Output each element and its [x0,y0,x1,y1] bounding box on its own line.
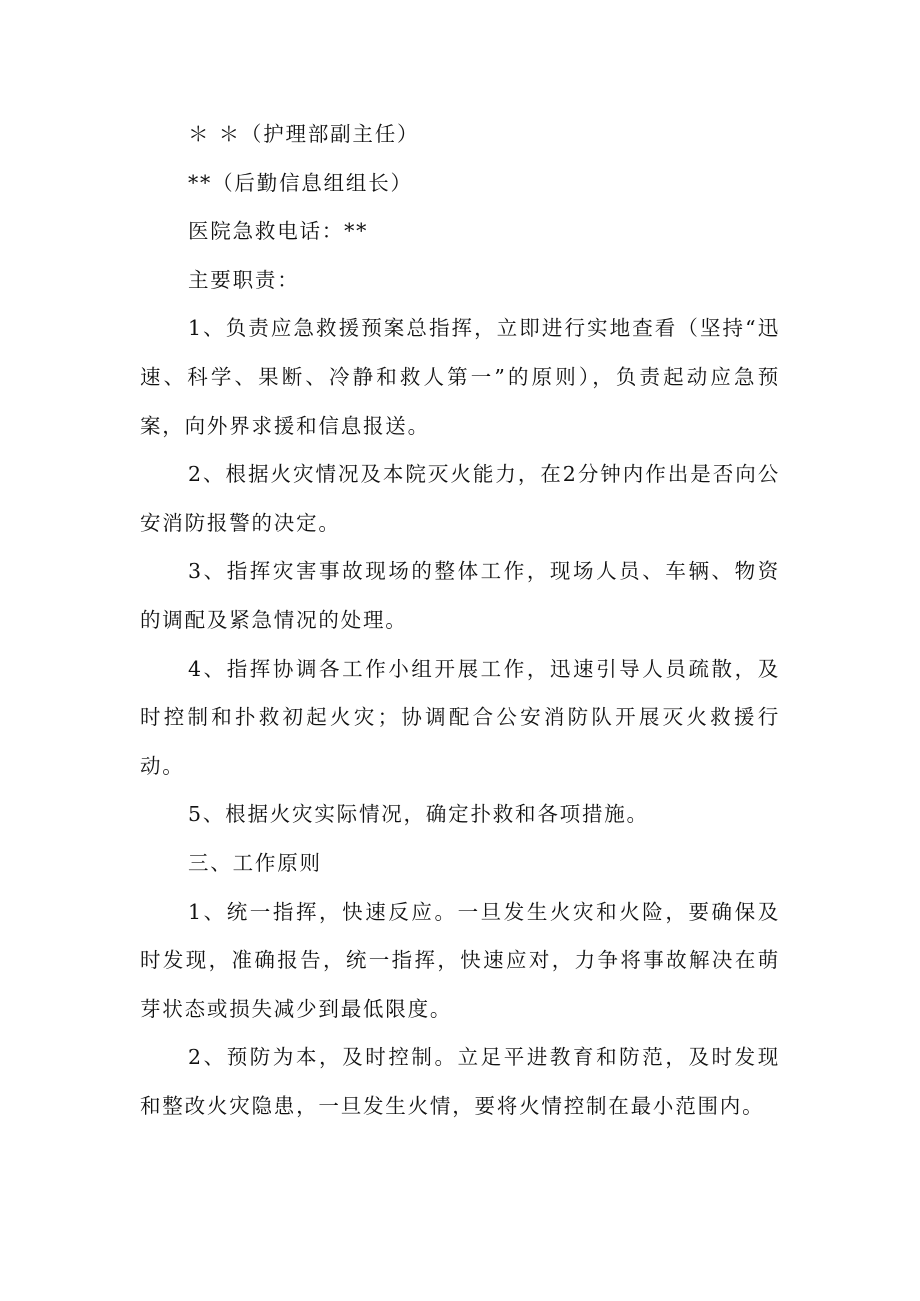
section-heading-work-principles: 三、工作原则 [188,850,322,875]
leader-name-logistics: **（后勤信息组组长） [188,170,413,195]
principle-item-2: 2、预防为本，及时控制。立足平进教育和防范，及时发现和整改火灾隐患，一旦发生火情，要将火情控制在最小范围内。 [140,1045,780,1118]
duty-item-1: 1、负责应急救援预案总指挥，立即进行实地查看（坚持“迅速、科学、果断、冷静和救人第一”的原则），负责起动应急预案，向外界求援和信息报送。 [140,316,780,438]
document-page [140,110,780,1130]
duties-heading: 主要职责： [188,267,300,292]
principle-item-1: 1、统一指挥，快速反应。一旦发生火灾和火险，要确保及时发现，准确报告，统一指挥，快速应对，力争将事故解决在萌芽状态或损失减少到最低限度。 [140,899,780,1021]
duty-item-2: 2、根据火灾情况及本院灭火能力，在2分钟内作出是否向公安消防报警的决定。 [140,462,780,535]
duty-item-4: 4、指挥协调各工作小组开展工作，迅速引导人员疏散，及时控制和扑救初起火灾；协调配合公安消防队开展灭火救援行动。 [140,656,780,778]
emergency-phone: 医院急救电话：** [188,219,369,244]
duty-item-5: 5、根据火灾实际情况，确定扑救和各项措施。 [188,802,649,827]
leader-name-nursing: ＊ ＊（护理部副主任） [188,122,420,146]
duty-item-3: 3、指挥灾害事故现场的整体工作，现场人员、车辆、物资的调配及紧急情况的处理。 [140,559,780,632]
